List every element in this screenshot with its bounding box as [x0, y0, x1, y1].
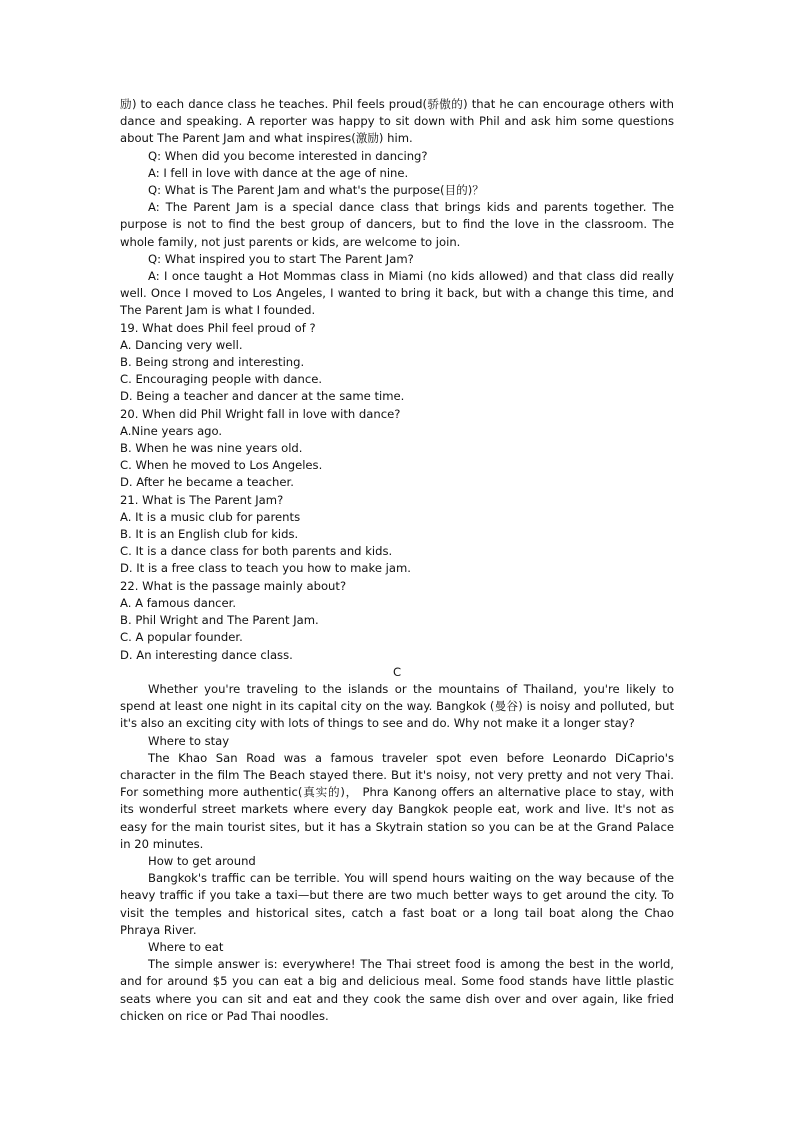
passage-c-heading: C	[392, 664, 402, 679]
section-body-how-to-get-around: Bangkok's traffic can be terrible. You will spend hours waiting on the way because of the heavy traffic if you take a taxi—but there are two much better ways to get around the city. To visit the temples and historical sites, catch a fast boat or a long tail boat along the Chao Phraya River.	[120, 871, 674, 937]
passage-c-intro: Whether you're traveling to the islands or the mountains of Thailand, you're likely to spend at least one night in its capital city on the way. Bangkok (曼谷) is noisy and polluted, but it's also an exciting city with lots of things to see and do. Why not make it a longer stay?	[120, 681, 674, 731]
question-21	[120, 492, 674, 578]
option-c: C. A popular founder.	[120, 630, 243, 645]
question-stem: 21. What is The Parent Jam?	[120, 492, 284, 507]
document-page	[120, 96, 674, 1025]
option-b: B. Phil Wright and The Parent Jam.	[120, 613, 319, 628]
interview-question-3: Q: What inspired you to start The Parent Jam?	[148, 251, 414, 266]
option-d: D. Being a teacher and dancer at the same time.	[120, 389, 405, 404]
question-stem: 20. When did Phil Wright fall in love with dance?	[120, 406, 401, 421]
interview-question-2: Q: What is The Parent Jam and what's the purpose(目的)？	[148, 183, 484, 198]
interview-answer-2: A: The Parent Jam is a special dance class that brings kids and parents together. The purpose is not to find the best group of dancers, but to find the love in the classroom. The whole family, not just parents or kids, are welcome to join.	[120, 200, 674, 249]
section-body-where-to-stay: The Khao San Road was a famous traveler spot even before Leonardo DiCaprio's character in the film The Beach stayed there. But it's noisy, not very pretty and not very Thai. For something more authentic(真实的)， Phra Kanong offers an alternative place to stay, with its wonderful street markets where every day Bangkok people eat, work and live. It's not as easy for the main tourist sites, but it has a Skytrain station so you can be at the Grand Palace in 20 minutes.	[120, 750, 674, 851]
question-stem: 22. What is the passage mainly about?	[120, 578, 347, 593]
question-20	[120, 406, 674, 492]
option-d: D. An interesting dance class.	[120, 647, 293, 662]
interview-answer-3: A: I once taught a Hot Mommas class in Miami (no kids allowed) and that class did really well. Once I moved to Los Angeles, I wanted to bring it back, but with a change this time, and The Parent Jam is what I founded.	[120, 269, 674, 318]
option-b: B. When he was nine years old.	[120, 441, 303, 456]
option-d: D. After he became a teacher.	[120, 475, 294, 490]
option-a: A. It is a music club for parents	[120, 509, 301, 524]
option-c: C. When he moved to Los Angeles.	[120, 458, 323, 473]
option-b: B. Being strong and interesting.	[120, 355, 305, 370]
section-body-where-to-eat: The simple answer is: everywhere! The Thai street food is among the best in the world, and for around $5 you can eat a big and delicious meal. Some food stands have little plastic seats where you can sit and eat and they cook the same dish over and over again, like fried chicken on rice or Pad Thai noodles.	[120, 957, 674, 1023]
option-a: A. A famous dancer.	[120, 595, 237, 610]
option-a: A. Dancing very well.	[120, 337, 243, 352]
option-b: B. It is an English club for kids.	[120, 527, 299, 542]
option-a: A.Nine years ago.	[120, 423, 223, 438]
option-d: D. It is a free class to teach you how to make jam.	[120, 561, 411, 576]
interview-answer-1: A: I fell in love with dance at the age of nine.	[148, 165, 409, 180]
question-stem: 19. What does Phil feel proud of ?	[120, 320, 316, 335]
section-title-where-to-stay: Where to stay	[148, 733, 230, 748]
question-19	[120, 320, 674, 406]
section-title-how-to-get-around: How to get around	[148, 853, 256, 868]
option-c: C. Encouraging people with dance.	[120, 372, 323, 387]
question-22	[120, 578, 674, 664]
interview-question-1: Q: When did you become interested in dancing?	[148, 148, 428, 163]
section-title-where-to-eat: Where to eat	[148, 939, 224, 954]
passage-b-intro: 励) to each dance class he teaches. Phil feels proud(骄傲的) that he can encourage others with dance and speaking. A reporter was happy to sit down with Phil and ask him some questions about The Parent Jam and what inspires(激励) him.	[120, 97, 674, 146]
option-c: C. It is a dance class for both parents and kids.	[120, 544, 393, 559]
